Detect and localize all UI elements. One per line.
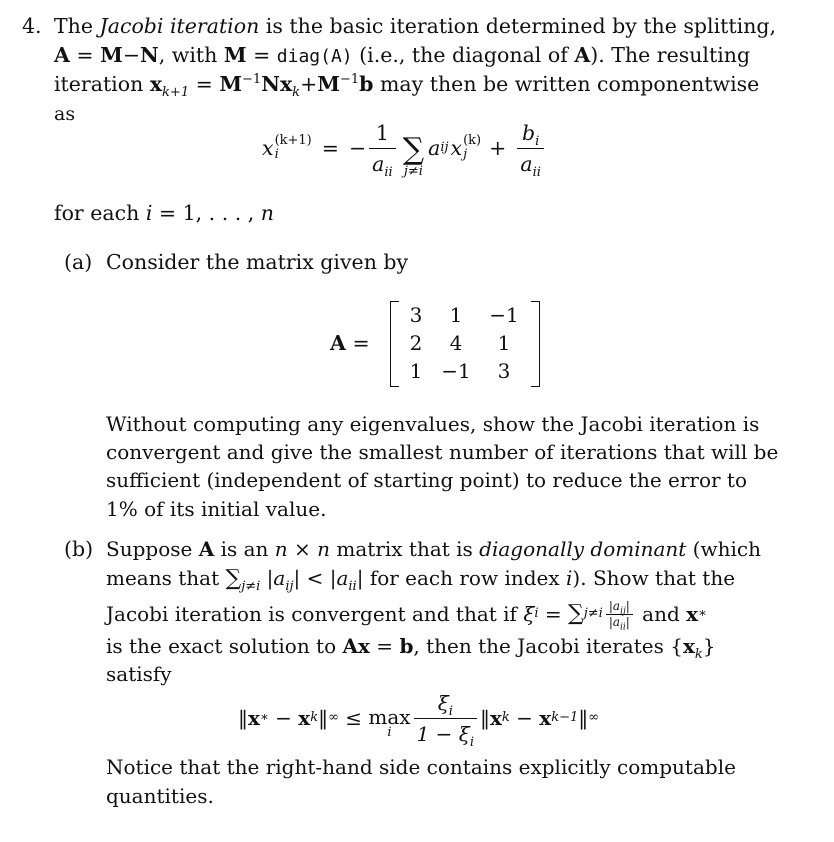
frac-den <box>369 148 396 178</box>
math-x: x <box>298 706 311 730</box>
math-sub: i <box>274 147 279 162</box>
sigma: ∑ <box>568 601 584 626</box>
math-sub: ii <box>532 164 541 180</box>
text: means that <box>106 566 226 590</box>
diag-dominant-term: diagonally dominant <box>479 537 687 561</box>
matrix-cell: 2 <box>409 331 423 355</box>
part-a-line-2: convergent and give the smallest number of iterations that will be <box>106 440 779 464</box>
math-sub: j <box>463 147 468 162</box>
math-a: a <box>372 151 385 176</box>
math-sub: i <box>469 734 474 750</box>
matrix-cell: 1 <box>497 331 511 355</box>
frac-num <box>606 600 633 614</box>
frac-den <box>414 718 477 748</box>
part-b-line-2 <box>106 564 735 593</box>
text: for each <box>54 201 146 225</box>
math: 1 − ξ <box>416 721 470 746</box>
fraction-bi-over-aii <box>517 119 544 178</box>
text: is an <box>214 537 275 561</box>
math-b: b <box>399 634 414 658</box>
math-x: x <box>682 634 695 658</box>
text: (i.e., the diagonal of <box>352 43 575 67</box>
text: is the basic iteration determined by the splitting, <box>259 14 777 38</box>
code-diag: diag(A) <box>276 46 353 67</box>
math-sub: ij <box>285 579 294 594</box>
matrix-label <box>330 329 370 357</box>
norm-bar: ‖ <box>238 706 248 730</box>
text: , with <box>158 43 224 67</box>
math-x: x <box>279 72 293 96</box>
matrix-A <box>390 301 540 385</box>
matrix-cell: 4 <box>449 331 463 355</box>
math-x: x <box>248 706 260 730</box>
frac-num <box>519 119 542 148</box>
math-minus: − <box>348 136 367 160</box>
max-sub: i <box>387 725 392 740</box>
math-A: A <box>330 331 346 355</box>
part-a-line-4: 1% of its initial value. <box>106 497 327 521</box>
sum-symbol <box>402 132 425 179</box>
intro-line-4: as <box>54 103 76 125</box>
math-i: i <box>145 201 153 225</box>
for-each-line <box>54 199 274 227</box>
text: is the exact solution to <box>106 634 343 658</box>
text: = 1, . . . , <box>152 201 261 225</box>
math-A: A <box>574 43 591 67</box>
math-sub: ij <box>620 605 626 616</box>
norm-bar: ‖ <box>318 706 329 730</box>
frac-den <box>517 148 544 178</box>
norm-bar: ‖ <box>479 706 490 730</box>
text: Jacobi iteration is convergent and that if <box>106 602 524 626</box>
math: − <box>122 43 141 67</box>
intro-line-2 <box>54 41 750 71</box>
notice-line-1: Notice that the right-hand side contains explicitly computable <box>106 755 736 779</box>
text: (which <box>686 537 761 561</box>
text: Suppose <box>106 537 199 561</box>
math-le: ≤ <box>338 706 369 730</box>
matrix-cell: 3 <box>497 359 511 383</box>
math-a: a <box>428 136 441 160</box>
frac-num <box>435 689 456 718</box>
math: = <box>189 72 220 96</box>
math-sub: ii <box>384 164 393 180</box>
math-A: A <box>198 537 215 561</box>
math-eq: = <box>321 136 339 160</box>
notice-line-2: quantities. <box>106 784 214 808</box>
math-sup: (k+1) <box>274 133 312 148</box>
part-b-line-3: Jacobi iteration is convergent and that if ξ i = ∑ j≠i $\frac{|a_{ij}|}{|a_{ii}|}$ and x ∗ <box>106 598 707 632</box>
math-sub: ii <box>348 579 357 594</box>
matrix-cell: 1 <box>409 359 423 383</box>
matrix-cell: 1 <box>449 303 463 327</box>
part-a-intro: Consider the matrix given by <box>106 250 409 274</box>
jacobi-term: Jacobi iteration <box>99 14 260 38</box>
math-M: M <box>317 72 340 96</box>
intro-line-3 <box>54 70 760 101</box>
math-M: M <box>223 43 247 67</box>
math-n: n <box>317 537 331 561</box>
fraction-1-over-aii <box>369 119 396 178</box>
math-xi: ξ <box>437 690 449 715</box>
math-b: b <box>359 72 374 96</box>
right-bracket <box>531 301 540 387</box>
math: | <box>625 614 630 629</box>
math-x: x <box>450 136 463 160</box>
math-M: M <box>219 72 243 96</box>
matrix-cell: −1 <box>441 359 471 383</box>
math: | <box>625 598 630 613</box>
math: − <box>509 706 540 730</box>
math-Ax: Ax <box>342 634 370 658</box>
text: may then be written componentwise <box>373 72 760 96</box>
text: , then the Jacobi iterates { <box>413 634 683 658</box>
frac-num: 1 <box>375 120 389 145</box>
part-a-line-3: sufficient (independent of starting point) to reduce the error to <box>106 468 748 492</box>
math-N: N <box>140 43 159 67</box>
math-sub: k+1 <box>162 85 190 101</box>
matrix-cell: −1 <box>489 303 519 327</box>
math: + <box>300 72 318 96</box>
sum-limit: j≠i <box>403 164 423 179</box>
math-a: a <box>520 151 533 176</box>
intro-line-1 <box>54 12 776 40</box>
fraction-xi-over-1-minus-xi <box>414 689 477 748</box>
math-sub: j≠i <box>241 579 261 594</box>
norm-bar: ‖ <box>578 706 589 730</box>
math-sup: −1 <box>339 72 360 88</box>
math: − <box>268 706 299 730</box>
math-sup: −1 <box>242 72 262 88</box>
math-scripts <box>463 134 481 162</box>
text: } <box>702 634 716 658</box>
math-i: i <box>566 566 573 590</box>
math-M: M <box>100 43 123 67</box>
sigma: ∑ <box>225 566 242 591</box>
math-x: x <box>686 602 699 626</box>
math-n: n <box>260 201 274 225</box>
text: | for each row index <box>356 566 567 590</box>
max-text: max <box>368 705 411 729</box>
text: and <box>635 602 687 626</box>
text: ). Show that the <box>572 566 736 590</box>
math: |a <box>260 566 286 590</box>
part-b-line-5: satisfy <box>106 662 172 686</box>
math: = <box>69 43 101 67</box>
math: | < |a <box>293 566 349 590</box>
math-n: n <box>274 537 288 561</box>
math: = <box>246 43 277 67</box>
error-bound-inequality: ‖ x ∗ − x k ‖ ∞ ≤ max i $\frac{\xi_i}{1 - \xi_i}$ ‖ x k − x k−1 ‖ ∞ <box>238 690 600 750</box>
part-a-line-1: Without computing any eigenvalues, show the Jacobi iteration is <box>106 412 760 436</box>
math-x: x <box>262 136 274 160</box>
math-N: N <box>261 72 280 96</box>
part-a-label: (a) <box>64 250 93 274</box>
math-sub: i <box>535 133 540 149</box>
math-sub: k <box>292 85 301 101</box>
math: = <box>538 602 568 626</box>
math-sub: k <box>694 647 703 662</box>
part-b-label: (b) <box>64 537 94 561</box>
problem-number: 4. <box>22 14 42 38</box>
math-A: A <box>54 43 70 67</box>
part-b-line-4 <box>106 632 716 660</box>
fraction-aij-over-aii <box>606 598 633 632</box>
jacobi-formula: x (k+1) i = − $\frac{1}{a_{ii}}$ ∑ j≠i a ij x (k) j + $\frac{b_i}{a_{ii}}$ <box>262 118 547 178</box>
matrix-cell: 3 <box>409 303 423 327</box>
text: iteration <box>54 72 150 96</box>
math-plus: + <box>489 136 507 160</box>
math: = <box>369 634 400 658</box>
math-xi: ξ <box>523 602 535 626</box>
math-sup: (k) <box>463 133 482 148</box>
math-scripts <box>275 134 312 162</box>
max-operator <box>368 707 410 739</box>
math-sub: ii <box>620 621 626 632</box>
math-eq: = <box>352 331 370 355</box>
math: |a <box>608 614 621 629</box>
math-x: x <box>489 706 502 730</box>
math-x: x <box>539 706 552 730</box>
text: The <box>54 14 100 38</box>
text: matrix that is <box>330 537 480 561</box>
math-sub: i <box>448 703 453 719</box>
sigma: ∑ <box>402 132 425 167</box>
math: |a <box>608 598 621 613</box>
math-b: b <box>521 120 536 145</box>
math: × <box>287 537 318 561</box>
part-b-line-1 <box>106 535 761 563</box>
math-x: x <box>149 72 163 96</box>
text: ). The resulting <box>590 43 751 67</box>
frac-den <box>606 614 633 632</box>
